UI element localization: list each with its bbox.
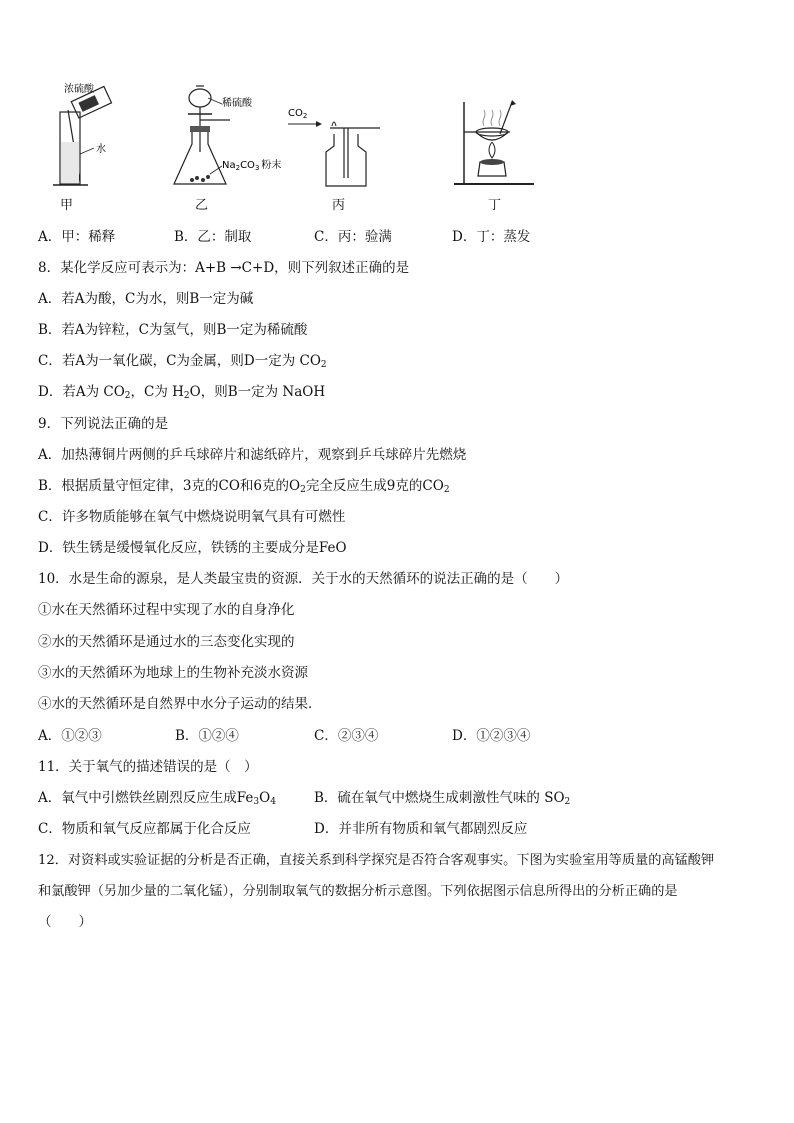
q9-stem: 9．下列说法正确的是 xyxy=(38,416,169,432)
q11-option-b: B．硫在氧气中燃烧生成刺激性气味的 $SO_2$ xyxy=(314,790,571,807)
q10-option-b: B．①②④ xyxy=(175,728,239,744)
q10-statement-3: ③水的天然循环为地球上的生物补充淡水资源 xyxy=(38,665,308,681)
q7-option-a: A．甲：稀释 xyxy=(38,229,116,245)
q10-option-d: D．①②③④ xyxy=(452,728,531,744)
q11-option-c: C．物质和氧气反应都属于化合反应 xyxy=(38,821,251,837)
q8-option-c: C．若A为一氧化碳，C为金属，则D一定为 $CO_2$ xyxy=(38,353,327,370)
dilution-water-label: 水 xyxy=(96,144,106,155)
q7-option-c: C．丙：验满 xyxy=(314,229,392,245)
gas-collection-apparatus-figure xyxy=(286,82,386,192)
q10-statement-2: ②水的天然循环是通过水的三态变化实现的 xyxy=(38,634,295,650)
q11-option-a: A．氧气中引燃铁丝剧烈反应生成$Fe_3O_4$ xyxy=(38,790,276,807)
q8-option-a: A．若A为酸，C为水，则B一定为碱 xyxy=(38,291,254,307)
evaporation-apparatus-figure xyxy=(450,82,550,192)
q12-stem-line-3: （ ） xyxy=(38,914,92,930)
dilution-apparatus-figure xyxy=(38,82,128,192)
gas-generation-apparatus-figure xyxy=(170,82,300,192)
q11-stem: 11．关于氧气的描述错误的是（ ） xyxy=(38,759,258,775)
sodium-carbonate-label: $Na_2CO_3$ 粉末 xyxy=(222,160,282,172)
q12-stem-line-2: 和氯酸钾（另加少量的二氧化锰），分别制取氧气的数据分析示意图。下列依据图示信息所得出的分析正确的是 xyxy=(38,884,678,899)
figure-caption-bing: 丙 xyxy=(332,198,346,213)
q10-option-c: C．②③④ xyxy=(314,728,379,744)
q7-option-d: D．丁：蒸发 xyxy=(452,229,531,245)
figure-caption-yi: 乙 xyxy=(195,198,209,213)
q8-option-d: D．若A为 $CO_2$，C为 $H_2O$，则B一定为 NaOH xyxy=(38,384,326,401)
dilution-acid-label: 浓硫酸 xyxy=(64,84,94,95)
apparatus-figures xyxy=(30,82,590,217)
q9-option-c: C．许多物质能够在氧气中燃烧说明氧气具有可燃性 xyxy=(38,509,346,525)
co2-label: $CO_2$ xyxy=(288,108,308,120)
q8-option-b: B．若A为锌粒，C为氢气，则B一定为稀硫酸 xyxy=(38,322,308,338)
q12-stem-line-1: 12．对资料或实验证据的分析是否正确，直接关系到科学探究是否符合客观事实。下图为实验室用等质量的高锰酸钾 xyxy=(38,853,715,868)
q9-option-a: A．加热薄铜片两侧的乒乓球碎片和滤纸碎片，观察到乒乓球碎片先燃烧 xyxy=(38,447,467,463)
q9-option-d: D．铁生锈是缓慢氧化反应，铁锈的主要成分是FeO xyxy=(38,540,347,556)
figure-caption-jia: 甲 xyxy=(60,198,74,213)
q10-stem: 10．水是生命的源泉，是人类最宝贵的资源．关于水的天然循环的说法正确的是（ ） xyxy=(38,571,569,587)
q10-statement-4: ④水的天然循环是自然界中水分子运动的结果． xyxy=(38,696,322,712)
q10-option-a: A．①②③ xyxy=(38,728,102,744)
figure-caption-ding: 丁 xyxy=(488,198,502,213)
q8-stem: 8．某化学反应可表示为：A+B →C+D，则下列叙述正确的是 xyxy=(38,260,410,276)
dilute-acid-label: 稀硫酸 xyxy=(222,98,252,109)
q10-statement-1: ①水在天然循环过程中实现了水的自身净化 xyxy=(38,602,295,618)
q9-option-b: B．根据质量守恒定律，3克的CO和6克的$O_2$完全反应生成9克的$CO_2$ xyxy=(38,478,450,495)
q7-option-b: B．乙：制取 xyxy=(174,229,252,245)
q11-option-d: D．并非所有物质和氧气都剧烈反应 xyxy=(314,821,528,837)
